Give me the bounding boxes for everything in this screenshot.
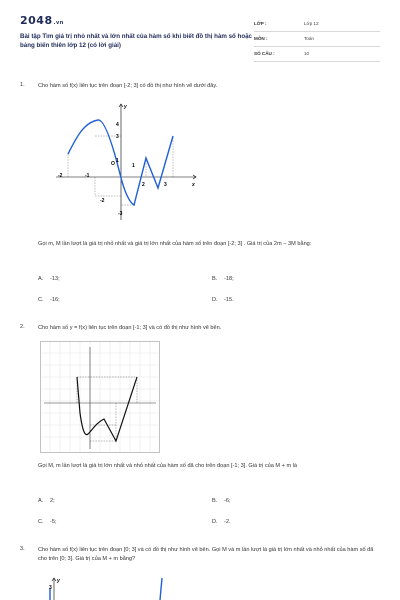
- grid: [41, 342, 159, 452]
- meta-value: 10: [304, 51, 310, 56]
- option-text: -5;: [50, 519, 57, 525]
- meta-key: LỚP :: [254, 21, 267, 26]
- question-1-graph: [54, 98, 204, 226]
- option-label: B.: [212, 276, 218, 282]
- option-text: -16;: [50, 297, 60, 303]
- x-tick-label: 1: [132, 163, 135, 169]
- y-axis-label: y: [124, 104, 127, 110]
- option-text: -2.: [224, 519, 231, 525]
- question-3: [20, 546, 380, 568]
- option-a[interactable]: [38, 276, 60, 282]
- y-tick-label: 3: [116, 134, 119, 140]
- meta-value: Toán: [304, 36, 314, 41]
- option-text: -15.: [224, 297, 234, 303]
- question-2-followup: Gọi M, m lần lượt là giá trị lớn nhất và nhỏ nhất của hàm số đã cho trên đoạn [-1; 3]. Giá trị của M + m là: [38, 463, 298, 469]
- meta-row-subject: [254, 32, 380, 47]
- option-label: B.: [212, 498, 218, 504]
- x-tick-label: 3: [164, 182, 167, 188]
- function-curve-right: [160, 578, 162, 600]
- option-label: A.: [38, 498, 44, 504]
- option-b[interactable]: [212, 498, 231, 504]
- x-tick-label: -1: [85, 173, 90, 179]
- question-number: 3.: [20, 546, 25, 552]
- meta-row-class: [254, 17, 380, 32]
- question-stem: Cho hàm số f(x) liên tục trên đoạn [0; 3] và có đồ thị như hình vẽ bên. Gọi M và m lần lượt là giá trị lớn nhất và nhỏ nhất của hàm số đã cho trên [0; 3]. Giá trị của M + m bằng?: [38, 547, 374, 562]
- option-text: -18;: [224, 276, 234, 282]
- option-text: -6;: [224, 498, 231, 504]
- option-text: -13;: [50, 276, 60, 282]
- logo-suffix: .vn: [53, 20, 64, 26]
- meta-key: SỐ CÂU :: [254, 51, 275, 56]
- x-tick-label: -2: [58, 173, 63, 179]
- option-c[interactable]: [38, 519, 57, 525]
- question-2-graph: [40, 341, 160, 453]
- meta-value: Lớp 12: [304, 21, 319, 26]
- question-2: [20, 324, 380, 334]
- function-curve: [77, 377, 137, 441]
- option-c[interactable]: [38, 297, 60, 303]
- option-text: 2;: [50, 498, 55, 504]
- x-axis-label: x: [192, 182, 195, 188]
- option-label: C.: [38, 519, 44, 525]
- page-header: [20, 14, 380, 60]
- option-b[interactable]: [212, 276, 234, 282]
- y-tick-label: -3: [118, 211, 123, 217]
- option-label: D.: [212, 519, 218, 525]
- option-d[interactable]: [212, 297, 234, 303]
- option-a[interactable]: [38, 498, 55, 504]
- x-tick-label: 2: [142, 182, 145, 188]
- option-label: A.: [38, 276, 44, 282]
- question-1-followup: Gọi m, M lần lượt là giá trị nhỏ nhất và giá trị lớn nhất của hàm số trên đoạn [-2; 3] . Giá trị của 2m − 3M bằng:: [38, 241, 312, 247]
- option-d[interactable]: [212, 519, 231, 525]
- guide-lines: [77, 377, 137, 441]
- question-number: 2.: [20, 324, 25, 330]
- meta-row-count: [254, 47, 380, 62]
- y-tick-label: -2: [100, 198, 105, 204]
- function-curve: [68, 120, 173, 205]
- question-1: [20, 82, 380, 92]
- y-tick-label: 1: [116, 158, 119, 164]
- question-number: 1.: [20, 82, 25, 88]
- option-label: C.: [38, 297, 44, 303]
- meta-table: [254, 17, 380, 62]
- guide-lines: [68, 136, 173, 205]
- y-axis-label: y: [57, 578, 60, 584]
- logo-text: 2048: [20, 14, 53, 27]
- question-stem: Cho hàm số f(x) liên tục trên đoạn [-2; 3] có đồ thị như hình vẽ dưới đây.: [38, 83, 218, 89]
- origin-label: O: [111, 161, 115, 167]
- meta-key: MÔN :: [254, 36, 268, 41]
- y-tick-label: 4: [116, 122, 119, 128]
- question-stem: Cho hàm số y = f(x) liên tục trên đoạn [-1; 3] và có đồ thị như hình vẽ bên.: [38, 325, 222, 331]
- option-label: D.: [212, 297, 218, 303]
- page-title: Bài tập Tìm giá trị nhỏ nhất và lớn nhất của hàm số khi biết đồ thị hàm số hoặc bảng biến thiên lớp 12 (có lời giải): [20, 33, 252, 49]
- question-3-graph: [40, 574, 180, 600]
- y-tick-label: 3: [49, 585, 52, 591]
- site-logo[interactable]: [20, 14, 64, 27]
